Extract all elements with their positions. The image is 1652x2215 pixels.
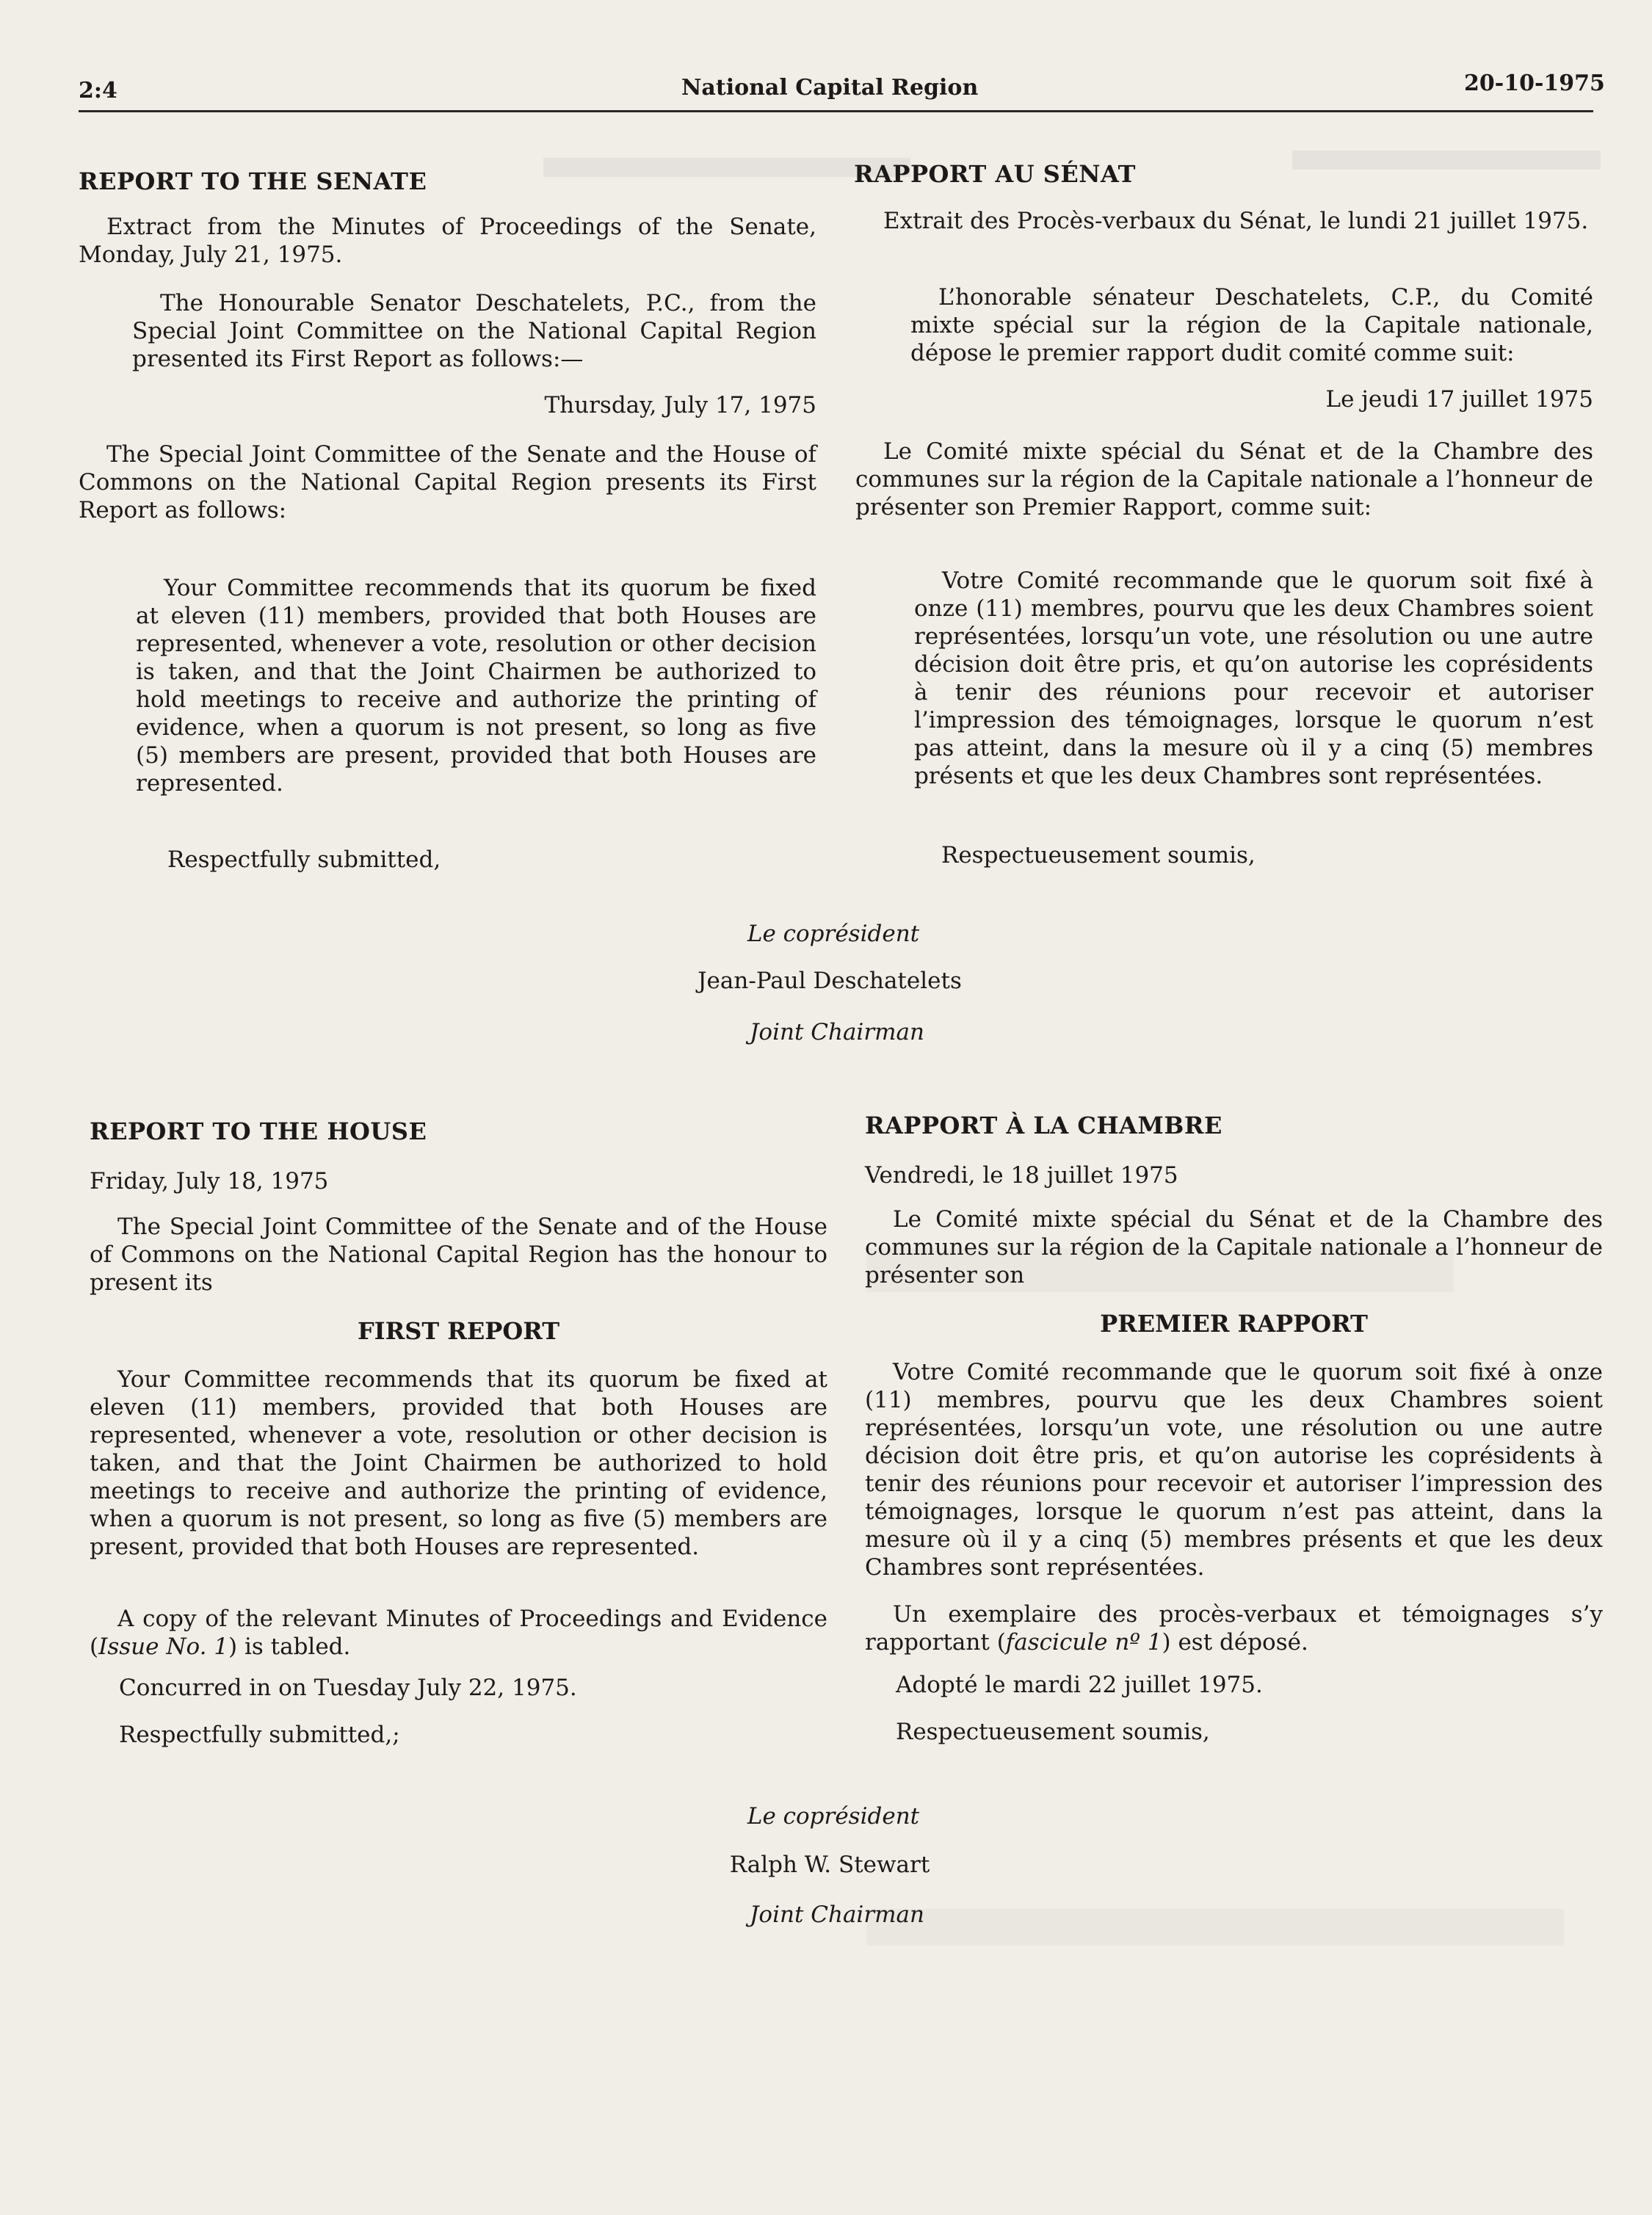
right-house-intro: Le Comité mixte spécial du Sénat et de la Chambre des communes sur la région de la Capitale nationale a l’honneur de présenter son: [865, 1206, 1603, 1288]
page-number: 2:4: [79, 78, 117, 104]
right-senate-presented: L’honorable sénateur Deschatelets, C.P., du Comité mixte spécial sur la région de la Capitale nationale, dépose le premier rapport dudit comité comme suit:: [910, 284, 1593, 366]
right-house-closing: Respectueusement soumis,: [896, 1719, 1210, 1745]
right-house-adopted: Adopté le mardi 22 juillet 1975.: [896, 1672, 1263, 1698]
show-through-decoration: [1292, 151, 1601, 170]
left-senate-recommendation: Your Committee recommends that its quorum be fixed at eleven (11) members, provided that both Houses are represented, whenever a vote, resolution or other decision is taken, and that the Joint Chairmen be authorized to hold meetings to receive and authorize the printing of evidence, when a quorum is not present, so long as five (5) members are present, provided that both Houses are represented.: [136, 575, 816, 797]
signature-2-name: Ralph W. Stewart: [729, 1852, 930, 1878]
issue-reference: fascicule nº 1: [1005, 1629, 1162, 1656]
left-senate-closing: Respectfully submitted,: [167, 847, 441, 873]
left-senate-presents: The Special Joint Committee of the Senate and the House of Commons on the National Capital Region presents its First Report as follows:: [79, 441, 816, 523]
left-house-heading: REPORT TO THE HOUSE: [90, 1117, 427, 1145]
left-house-copy-tabled: [90, 1605, 827, 1661]
left-senate-extract: Extract from the Minutes of Proceedings of the Senate, Monday, July 21, 1975.: [79, 214, 816, 268]
left-house-closing: Respectfully submitted,;: [119, 1722, 400, 1748]
copy-tabled-text-a: A copy of the relevant Minutes of Proceedings and Evidence (: [90, 1606, 827, 1660]
left-house-intro: The Special Joint Committee of the Senate and of the House of Commons on the National Capital Region has the honour to present its: [90, 1214, 827, 1296]
right-house-recommendation: Votre Comité recommande que le quorum soit fixé à onze (11) membres, pourvu que les deux Chambres soient représentées, lorsqu’un vote, une résolution ou une autre décision doit être pris, et qu’on autorise les coprésidents à tenir des réunions pour recevoir et autoriser l’impression des témoignages, lorsque le quorum n’est pas atteint, dans la mesure où il y a cinq (5) membres présents et que les deux Chambres sont représentées.: [865, 1359, 1603, 1581]
right-senate-heading: RAPPORT AU SÉNAT: [854, 160, 1136, 188]
left-senate-heading: REPORT TO THE SENATE: [79, 167, 427, 195]
right-house-copy-tabled: [865, 1600, 1603, 1656]
running-title: National Capital Region: [681, 75, 979, 101]
right-senate-presents: Le Comité mixte spécial du Sénat et de la Chambre des communes sur la région de la Capitale nationale a l’honneur de présenter son Premier Rapport, comme suit:: [855, 438, 1593, 521]
right-senate-date: Le jeudi 17 juillet 1975: [1325, 386, 1593, 413]
copy-tabled-text-b: ) is tabled.: [228, 1634, 351, 1660]
copy-tabled-text-b: ) est déposé.: [1162, 1629, 1308, 1656]
header-rule: [79, 110, 1593, 112]
signature-2-role-fr: Le coprésident: [747, 1803, 920, 1830]
left-senate-presented: The Honourable Senator Deschatelets, P.C., from the Special Joint Committee on the National Capital Region presented its First Report as follows:—: [132, 290, 816, 372]
issue-reference: Issue No. 1: [98, 1634, 229, 1660]
left-house-date: Friday, July 18, 1975: [90, 1168, 329, 1194]
right-senate-closing: Respectueusement soumis,: [941, 842, 1256, 869]
signature-1-name: Jean-Paul Deschatelets: [698, 968, 962, 994]
left-house-recommendation: Your Committee recommends that its quorum be fixed at eleven (11) members, provided that both Houses are represented, whenever a vote, resolution or other decision is taken, and that the Joint Chairmen be authorized to hold meetings to receive and authorize the printing of evidence, when a quorum is not present, so long as five (5) members are present, provided that both Houses are represented.: [90, 1366, 827, 1560]
right-house-premier-rapport: PREMIER RAPPORT: [1100, 1310, 1368, 1338]
left-senate-date: Thursday, July 17, 1975: [544, 392, 816, 418]
header-date: 20-10-1975: [1464, 70, 1605, 96]
right-house-date: Vendredi, le 18 juillet 1975: [865, 1162, 1178, 1189]
signature-1-role-fr: Le coprésident: [747, 921, 920, 947]
left-house-first-report: FIRST REPORT: [357, 1317, 560, 1345]
copy-tabled-text-a: Un exemplaire des procès-verbaux et témoignages s’y rapportant (: [865, 1601, 1603, 1656]
left-house-concurred: Concurred in on Tuesday July 22, 1975.: [119, 1675, 577, 1701]
right-senate-recommendation: Votre Comité recommande que le quorum soit fixé à onze (11) membres, pourvu que les deux Chambres soient représentées, lorsqu’un vote, une résolution ou une autre décision doit être pris, et qu’on autorise les coprésidents à tenir des réunions pour recevoir et autoriser l’impression des témoignages, lorsque le quorum n’est pas atteint, dans la mesure où il y a cinq (5) membres présents et que les deux Chambres sont représentées.: [914, 568, 1593, 789]
signature-1-role-en: Joint Chairman: [749, 1019, 925, 1045]
right-house-heading: RAPPORT À LA CHAMBRE: [865, 1112, 1222, 1139]
right-senate-extract: Extrait des Procès-verbaux du Sénat, le lundi 21 juillet 1975.: [883, 208, 1589, 234]
signature-2-role-en: Joint Chairman: [749, 1902, 925, 1928]
